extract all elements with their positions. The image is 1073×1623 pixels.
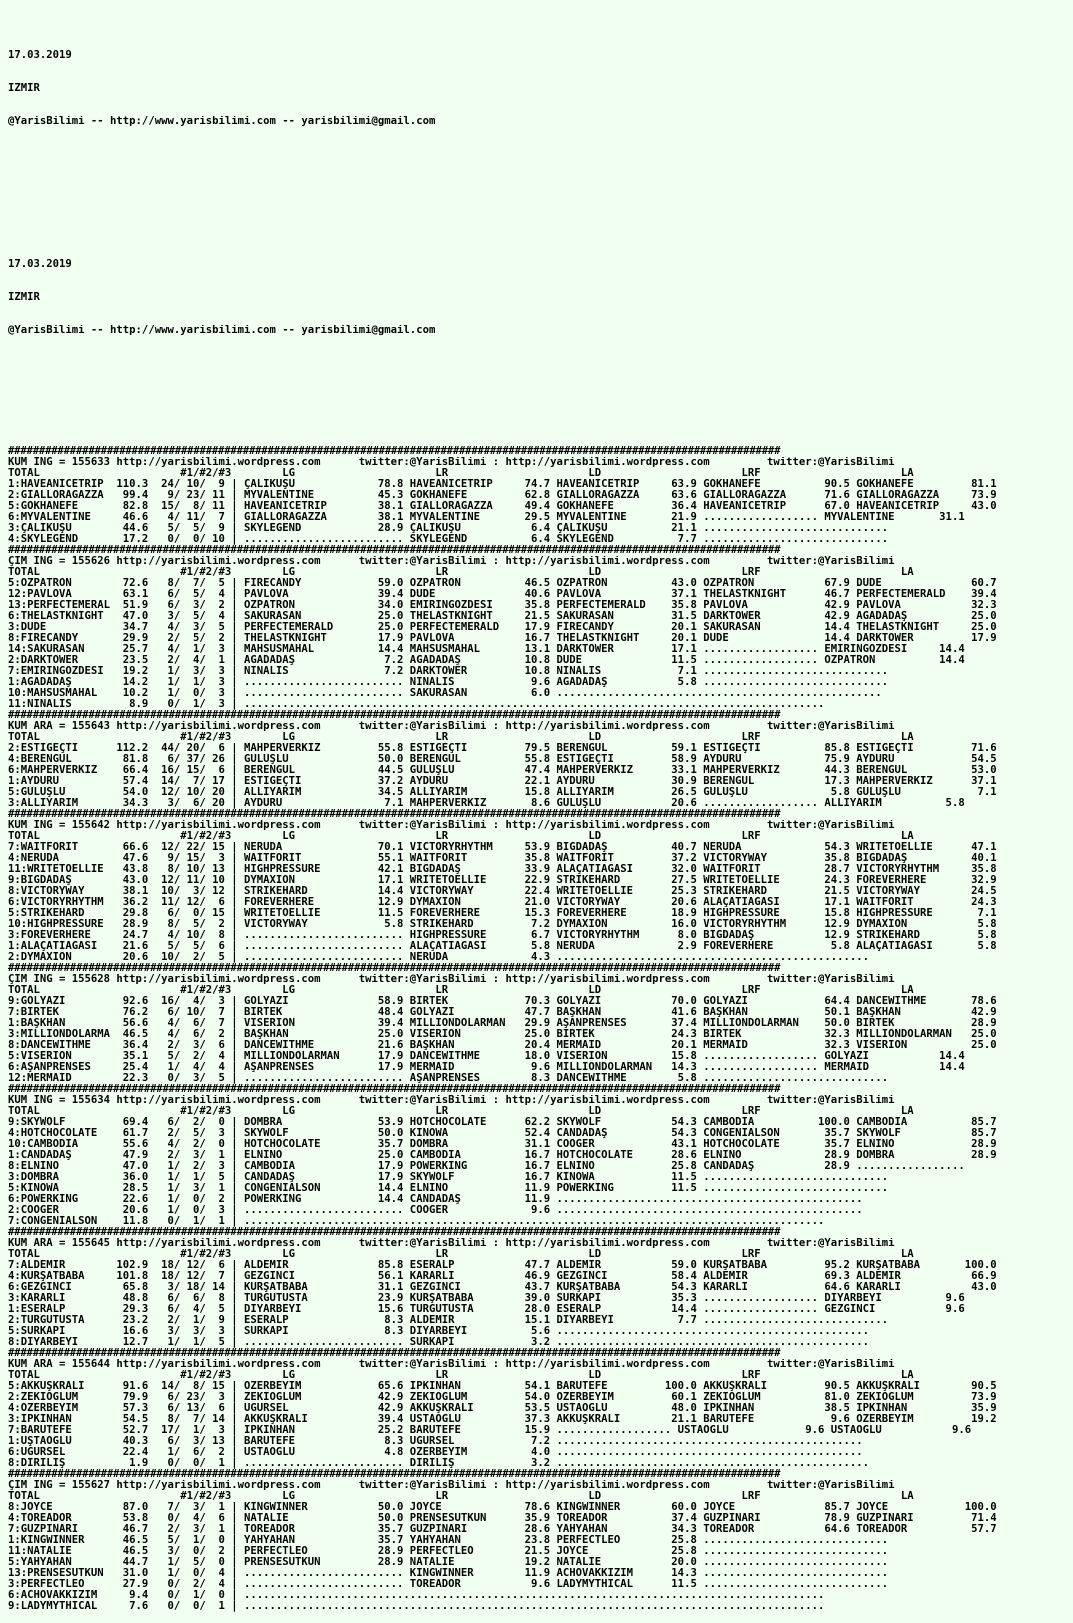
result-row: 13:PERFECTEMERAL 51.9 6/ 3/ 2 | ÖZPATRON 34.0 EMİRİNGÖZDESİ 35.8 PERFECTEMERALD 35.8 PAVLOVA 42.9 PAVLOVA 32.3 (8, 600, 997, 611)
header-city: IZMIR (8, 83, 40, 94)
race-section (8, 963, 1073, 1084)
separator-line: ############################################################################################################################# (8, 1348, 781, 1359)
result-row: 1:BAŞKHAN 56.6 4/ 6/ 7 | VISERION 39.4 MILLIONDOLARMAN 29.9 AŞANPRENSES 37.4 MILLIONDOLARMAN 50.0 BİRTEK 28.9 (8, 1018, 997, 1029)
result-row: 9:BIGDADAŞ 43.0 12/ 11/ 10 | DYMAXION 17.1 WRITETOELLIE 22.9 STRIKEHARD 27.5 WRITETOELLIE 24.3 FOREVERHERE 32.9 (8, 875, 997, 886)
header-contact: @YarisBilimi -- http://www.yarisbilimi.com -- yarisbilimi@gmail.com (8, 325, 436, 336)
result-row: 5:KINOWA 28.5 1/ 3/ 1 | CONGENIALSON 14.4 ELNINO 11.9 POWERKING 11.5 ............................. (8, 1183, 889, 1194)
result-row: 10:MAHSUSMAHAL 10.2 1/ 0/ 3 | ......................... SAKURASAN 6.0 ................................................... (8, 688, 882, 699)
result-row: 6:UGURSEL 22.4 1/ 6/ 2 | USTAOĞLU 4.8 ÖZERBEYİM 4.0 ................................................ (8, 1447, 863, 1458)
result-row: 3:ÇALIKUŞU 44.6 5/ 5/ 9 | SKYLEGEND 28.9 ÇALIKUŞU 6.4 ÇALIKUŞU 21.1 ............................. (8, 523, 889, 534)
result-row: 4:KURŞATBABA 101.8 18/ 12/ 7 | GEZGİNCİ 56.1 KARARLI 46.9 GEZGİNCİ 58.4 ALDEMİR 69.3 ALDEMİR 66.9 (8, 1271, 997, 1282)
column-headers: TOTAL #1/#2/#3 LG LR LD LRF LA (8, 1491, 914, 1502)
result-row: 11:NINALIS 8.9 0/ 1/ 3 | ........................................................................................... (8, 699, 825, 710)
header-contact: @YarisBilimi -- http://www.yarisbilimi.com -- yarisbilimi@gmail.com (8, 116, 436, 127)
column-headers: TOTAL #1/#2/#3 LG LR LD LRF LA (8, 732, 914, 743)
result-row: 7:EMİRİNGÖZDESİ 19.2 1/ 3/ 3 | NINALIS 7.2 DARKTOWER 10.8 NINALIS 7.1 ............................. (8, 666, 889, 677)
result-row: 9:LADYMYTHICAL 7.6 0/ 0/ 1 | ........................................................................................... (8, 1601, 825, 1612)
result-row: 3:MILLIONDOLARMA 46.5 4/ 6/ 2 | BAŞKHAN 25.0 VISERION 25.0 BİRTEK 24.3 BİRTEK 32.3 MILLIONDOLARMAN 25.0 (8, 1029, 997, 1040)
result-row: 2:DYMAXION 20.6 10/ 2/ 5 | ......................... NERUDA 4.3 ................................................. (8, 952, 870, 963)
header-date: 17.03.2019 (8, 259, 72, 270)
race-section (8, 446, 1073, 545)
result-row: 9:GÖLYAZI 92.6 16/ 4/ 3 | GÖLYAZI 58.9 BİRTEK 70.3 GÖLYAZI 70.0 GÖLYAZI 64.4 DANCEWITHME 78.6 (8, 996, 997, 1007)
result-row: 9:SKYWOLF 69.4 6/ 2/ 0 | DOMBRA 53.9 HOTCHOCOLATE 62.2 SKYWOLF 54.3 CAMBODIA 100.0 CAMBODIA 85.7 (8, 1117, 997, 1128)
result-row: 5:YAHYAHAN 44.7 1/ 5/ 0 | PRENSESUTKUN 28.9 NATALIE 19.2 NATALIE 20.0 ............................. (8, 1557, 889, 1568)
result-row: 13:PRENSESUTKUN 31.0 1/ 0/ 4 | ......................... KINGWINNER 11.9 ACHOVAKKIZIM 14.3 ............................. (8, 1568, 889, 1579)
race-section (8, 1227, 1073, 1348)
column-headers: TOTAL #1/#2/#3 LG LR LD LRF LA (8, 1249, 914, 1260)
result-row: 6:ACHOVAKKIZIM 9.4 0/ 1/ 0 | ........................................................................................... (8, 1590, 825, 1601)
result-row: 1:CANDADAŞ 47.9 2/ 3/ 1 | ELNINO 25.0 CAMBODIA 16.7 HOTCHOCOLATE 28.6 ELNINO 28.9 DOMBRA 28.9 (8, 1150, 997, 1161)
separator-line: ############################################################################################################################# (8, 809, 781, 820)
separator-line: ############################################################################################################################# (8, 1084, 781, 1095)
header-city: IZMIR (8, 292, 40, 303)
race-section (8, 710, 1073, 809)
result-row: 5:GÖKHANEFE 82.8 15/ 8/ 11 | HAVEANICETRIP 38.1 GIALLORAGAZZA 49.4 GÖKHANEFE 36.4 HAVEANICETRIP 67.0 HAVEANICETRIP 43.0 (8, 501, 997, 512)
result-row: 8:FIRECANDY 29.9 2/ 5/ 2 | THELASTKNIGHT 17.9 PAVLOVA 16.7 THELASTKNIGHT 20.1 DUDE 14.4 DARKTOWER 17.9 (8, 633, 997, 644)
result-row: 3:FOREVERHERE 24.7 4/ 10/ 8 | ......................... HIGHPRESSURE 6.7 VICTORYRHYTHM 8.0 BIGDADAŞ 12.9 STRIKEHARD 5.8 (8, 930, 997, 941)
separator-line: ############################################################################################################################# (8, 545, 781, 556)
result-row: 6:MYVALENTINE 46.6 4/ 11/ 7 | GIALLORAGAZZA 38.1 MYVALENTINE 29.5 MYVALENTINE 21.9 .................. MYVALENTINE 31.1 (8, 512, 965, 523)
result-row: 4:TOREADOR 53.8 0/ 4/ 6 | NATALIE 50.0 PRENSESUTKUN 35.9 TOREADOR 37.4 GÜZPINARI 78.9 GÜZPINARI 71.4 (8, 1513, 997, 1524)
column-headers: TOTAL #1/#2/#3 LG LR LD LRF LA (8, 567, 914, 578)
result-row: 5:ÖZPATRON 72.6 8/ 7/ 5 | FIRECANDY 59.0 ÖZPATRON 46.5 ÖZPATRON 43.0 ÖZPATRON 67.9 DUDE 60.7 (8, 578, 997, 589)
result-row: 3:DUDE 34.7 4/ 3/ 5 | PERFECTEMERALD 25.0 PERFECTEMERALD 17.9 FIRECANDY 20.1 SAKURASAN 14.4 THELASTKNIGHT 25.0 (8, 622, 997, 633)
result-row: 8:JOYCE 87.0 7/ 3/ 1 | KINGWINNER 50.0 JOYCE 78.6 KINGWINNER 60.0 JOYCE 85.7 JOYCE 100.0 (8, 1502, 997, 1513)
result-row: 5:GULUŞLU 54.0 12/ 10/ 20 | ALLIYARİM 34.5 ALLIYARİM 15.8 ALLIYARİM 26.5 GULUŞLU 5.8 GULUŞLU 7.1 (8, 787, 997, 798)
race-title: KUM ARA = 155645 http://yarisbilimi.wordpress.com twitter:@YarisBilimi : http://yarisbilimi.wordpress.com twitter:@YarisBilimi (8, 1238, 895, 1249)
result-row: 4:NERUDA 47.6 9/ 15/ 3 | WAITFORIT 55.1 WAITFORIT 35.8 WAITFORIT 37.2 VICTORYWAY 35.8 BIGDADAŞ 40.1 (8, 853, 997, 864)
race-title: ÇİM ING = 155626 http://yarisbilimi.wordpress.com twitter:@YarisBilimi : http://yarisbilimi.wordpress.com twitter:@YarisBilimi (8, 556, 895, 567)
result-row: 6:AŞANPRENSES 25.4 1/ 4/ 4 | AŞANPRENSES 17.9 MERMAID 9.6 MILLIONDOLARMAN 14.3 .................. MERMAID 14.4 (8, 1062, 965, 1073)
race-title: KUM ING = 155634 http://yarisbilimi.wordpress.com twitter:@YarisBilimi : http://yarisbilimi.wordpress.com twitter:@YarisBilimi (8, 1095, 895, 1106)
result-row: 1:ESERALP 29.3 6/ 4/ 5 | DİYARBEYİ 15.6 TURGUTUSTA 28.0 ESERALP 14.4 .................. GEZGİNCİ 9.6 (8, 1304, 965, 1315)
result-row: 3:ALLIYARİM 34.3 3/ 6/ 20 | AYDURU 7.1 MAHPERVERKIZ 8.6 GULUŞLU 20.6 .................. ALLIYARİM 5.8 (8, 798, 965, 809)
result-row: 4:ÖZERBEYİM 57.3 6/ 13/ 6 | UGURSEL 42.9 AKKUŞKRALI 53.5 USTAOĞLU 48.0 İPKİNHAN 38.5 İPKİNHAN 35.9 (8, 1403, 997, 1414)
result-row: 6:POWERKING 22.6 1/ 0/ 2 | POWERKING 14.4 CANDADAŞ 11.9 ................................................ (8, 1194, 863, 1205)
result-row: 2:COOGER 20.6 1/ 0/ 3 | ......................... COOGER 9.6 ................................................ (8, 1205, 863, 1216)
result-row: 7:GÜZPINARI 46.7 2/ 3/ 1 | TOREADOR 35.7 GÜZPINARI 28.6 YAHYAHAN 34.3 TOREADOR 64.6 TOREADOR 57.7 (8, 1524, 997, 1535)
result-row: 11:NATALIE 46.5 3/ 0/ 2 | PERFECTLEO 28.9 PERFECTLEO 21.5 JOYCE 25.8 ............................. (8, 1546, 889, 1557)
result-row: 4:SKYLEGEND 17.2 0/ 0/ 10 | ......................... SKYLEGEND 6.4 SKYLEGEND 7.7 ............................. (8, 534, 889, 545)
result-row: 1:KINGWINNER 46.5 5/ 1/ 0 | YAHYAHAN 35.7 YAHYAHAN 23.8 PERFECTLEO 25.8 ............................. (8, 1535, 889, 1546)
race-section (8, 1084, 1073, 1227)
column-headers: TOTAL #1/#2/#3 LG LR LD LRF LA (8, 1370, 914, 1381)
result-row: 6:MAHPERVERKIZ 66.4 16/ 15/ 6 | BERENGÜL 44.5 GULUŞLU 47.4 MAHPERVERKIZ 33.1 MAHPERVERKIZ 44.3 BERENGÜL 53.0 (8, 765, 997, 776)
result-row: 3:İPKİNHAN 54.5 8/ 7/ 14 | AKKUŞKRALI 39.4 USTAOĞLU 37.3 AKKUŞKRALI 21.1 BARUTEFE 9.6 ÖZERBEYİM 19.2 (8, 1414, 997, 1425)
result-row: 8:DANCEWITHME 36.4 2/ 3/ 6 | DANCEWITHME 21.6 BAŞKHAN 20.4 MERMAID 20.1 MERMAID 32.3 VISERION 25.0 (8, 1040, 997, 1051)
result-row: 10:CAMBODIA 55.6 4/ 2/ 0 | HOTCHOCOLATE 35.7 DOMBRA 31.1 COOGER 43.1 HOTCHOCOLATE 35.7 ELNINO 28.9 (8, 1139, 997, 1150)
separator-line: ############################################################################################################################# (8, 1469, 781, 1480)
race-section (8, 545, 1073, 710)
result-row: 8:ELNINO 47.0 1/ 2/ 3 | CAMBODIA 17.9 POWERKING 16.7 ELNINO 25.8 CANDADAŞ 28.9 ................. (8, 1161, 965, 1172)
result-row: 7:CONGENIALSON 11.8 0/ 1/ 1 | ........................................................................................... (8, 1216, 825, 1227)
result-row: 3:KARARLI 48.8 6/ 6/ 8 | TURGUTUSTA 23.9 KURŞATBABA 39.0 SURKAPI 35.3 .................. DİYARBEYİ 9.6 (8, 1293, 965, 1304)
result-row: 6:GEZGİNCİ 65.8 3/ 18/ 14 | KURŞATBABA 31.1 GEZGİNCİ 43.7 KURŞATBABA 54.3 KARARLI 64.6 KARARLI 43.0 (8, 1282, 997, 1293)
header-block-2 (8, 237, 1073, 358)
separator-line: ############################################################################################################################# (8, 1227, 781, 1238)
result-row: 2:ESTİGEÇTİ 112.2 44/ 20/ 6 | MAHPERVERKIZ 55.8 ESTİGEÇTİ 79.5 BERENGÜL 59.1 ESTİGEÇTİ 85.8 ESTİGEÇTİ 71.6 (8, 743, 997, 754)
header-date: 17.03.2019 (8, 50, 72, 61)
result-row: 5:SURKAPI 16.6 3/ 3/ 3 | SURKAPI 8.3 DİYARBEYİ 5.6 ................................................. (8, 1326, 870, 1337)
race-title: ÇİM ING = 155628 http://yarisbilimi.wordpress.com twitter:@YarisBilimi : http://yarisbilimi.wordpress.com twitter:@YarisBilimi (8, 974, 895, 985)
result-row: 8:VICTORYWAY 38.1 10/ 3/ 12 | STRIKEHARD 14.4 VICTORYWAY 22.4 WRITETOELLIE 25.3 STRIKEHARD 21.5 VICTORYWAY 24.5 (8, 886, 997, 897)
race-section (8, 809, 1073, 963)
result-row: 2:DARKTOWER 23.5 2/ 4/ 1 | AGADADAŞ 7.2 AGADADAŞ 10.8 DUDE 11.5 .................. ÖZPATRON 14.4 (8, 655, 965, 666)
result-row: 7:ALDEMİR 102.9 18/ 12/ 6 | ALDEMİR 85.8 ESERALP 47.7 ALDEMİR 59.0 KURŞATBABA 95.2 KURŞATBABA 100.0 (8, 1260, 997, 1271)
result-row: 12:MERMAID 22.3 0/ 3/ 5 | ......................... AŞANPRENSES 8.3 DANCEWITHME 5.8 ............................. (8, 1073, 889, 1084)
result-row: 2:GIALLORAGAZZA 99.4 9/ 23/ 11 | MYVALENTINE 45.3 GÖKHANEFE 62.8 GIALLORAGAZZA 63.6 GIALLORAGAZZA 71.6 GIALLORAGAZZA 73.9 (8, 490, 997, 501)
result-row: 1:HAVEANICETRIP 110.3 24/ 10/ 9 | ÇALIKUŞU 78.8 HAVEANICETRIP 74.7 HAVEANICETRIP 63.9 GÖKHANEFE 90.5 GÖKHANEFE 81.1 (8, 479, 997, 490)
result-row: 3:DOMBRA 36.0 1/ 1/ 5 | CANDADAŞ 17.9 SKYWOLF 16.7 KINOWA 11.5 ............................. (8, 1172, 889, 1183)
result-row: 1:UŞTAOĞLU 40.3 6/ 3/ 13 | BARUTEFE 8.3 UGURSEL 7.2 ................................................ (8, 1436, 863, 1447)
race-title: KUM ING = 155633 http://yarisbilimi.wordpress.com twitter:@YarisBilimi : http://yarisbilimi.wordpress.com twitter:@YarisBilimi (8, 457, 895, 468)
result-row: 1:ALAÇATIAGASI 21.6 5/ 5/ 6 | ......................... ALAÇATIAGASI 5.8 NERUDA 2.9 FOREVERHERE 5.8 ALAÇATIAGASI 5.8 (8, 941, 997, 952)
column-headers: TOTAL #1/#2/#3 LG LR LD LRF LA (8, 985, 914, 996)
race-title: ÇİM ING = 155627 http://yarisbilimi.wordpress.com twitter:@YarisBilimi : http://yarisbilimi.wordpress.com twitter:@YarisBilimi (8, 1480, 895, 1491)
result-row: 8:DİYARBEYİ 12.7 1/ 1/ 5 | ......................... SURKAPI 3.2 ................................................. (8, 1337, 870, 1348)
race-title: KUM ING = 155642 http://yarisbilimi.wordpress.com twitter:@YarisBilimi : http://yarisbilimi.wordpress.com twitter:@YarisBilimi (8, 820, 895, 831)
result-row: 5:VISERION 35.1 5/ 2/ 4 | MILLIONDOLARMAN 17.9 DANCEWITHME 18.0 VISERION 15.8 .................. GÖLYAZI 14.4 (8, 1051, 965, 1062)
race-section (8, 1348, 1073, 1469)
result-row: 1:AYDURU 57.4 14/ 7/ 17 | ESTİGEÇTİ 37.2 AYDURU 22.1 AYDURU 30.9 BERENGÜL 17.3 MAHPERVERKIZ 37.1 (8, 776, 997, 787)
race-section (8, 1469, 1073, 1612)
separator-line: ############################################################################################################################# (8, 446, 781, 457)
result-row: 10:HIGHPRESSURE 28.9 8/ 5/ 2 | VICTORYWAY 5.8 STRIKEHARD 7.2 DYMAXION 16.0 VICTORYRHYTHM 12.9 DYMAXION 5.8 (8, 919, 997, 930)
result-row: 5:STRIKEHARD 29.8 6/ 0/ 15 | WRITETOELLIE 11.5 FOREVERHERE 15.3 FOREVERHERE 18.9 HIGHPRESSURE 15.8 HIGHPRESSURE 7.1 (8, 908, 997, 919)
result-row: 11:WRITETOELLIE 43.8 8/ 10/ 13 | HIGHPRESSURE 42.1 BIGDADAŞ 33.9 ALAÇATIAGASI 32.0 WAITFORIT 28.7 VICTORYRHYTHM 35.8 (8, 864, 997, 875)
race-title: KUM ARA = 155644 http://yarisbilimi.wordpress.com twitter:@YarisBilimi : http://yarisbilimi.wordpress.com twitter:@YarisBilimi (8, 1359, 895, 1370)
separator-line: ############################################################################################################################# (8, 963, 781, 974)
result-row: 4:BERENGÜL 81.8 6/ 37/ 26 | GULUŞLU 50.0 BERENGÜL 55.8 ESTİGEÇTİ 58.9 AYDURU 75.9 AYDURU 54.5 (8, 754, 997, 765)
result-row: 2:TURGUTUSTA 23.2 2/ 1/ 9 | ESERALP 8.3 ALDEMİR 15.1 DİYARBEYİ 7.7 ............................. (8, 1315, 889, 1326)
result-row: 6:THELASTKNIGHT 47.0 3/ 5/ 4 | SAKURASAN 25.0 THELASTKNIGHT 21.5 SAKURASAN 31.5 DARKTOWER 42.9 AGADADAŞ 25.0 (8, 611, 997, 622)
result-row: 7:WAITFORIT 66.6 12/ 22/ 15 | NERUDA 70.1 VICTORYRHYTHM 53.9 BIGDADAŞ 40.7 NERUDA 54.3 WRITETOELLIE 47.1 (8, 842, 997, 853)
result-row: 3:PERFECTLEO 27.9 0/ 2/ 4 | ......................... TOREADOR 9.6 LADYMYTHICAL 11.5 ............................. (8, 1579, 889, 1590)
column-headers: TOTAL #1/#2/#3 LG LR LD LRF LA (8, 1106, 914, 1117)
column-headers: TOTAL #1/#2/#3 LG LR LD LRF LA (8, 468, 914, 479)
race-sections (8, 446, 1073, 1612)
result-row: 14:SAKURASAN 25.7 4/ 1/ 3 | MAHSUSMAHAL 14.4 MAHSUSMAHAL 13.1 DARKTOWER 17.1 .................. EMİRİNGÖZDESİ 14.4 (8, 644, 965, 655)
header-block-1 (8, 28, 1073, 149)
result-row: 5:AKKUŞKRALI 91.6 14/ 8/ 15 | ÖZERBEYİM 65.6 İPKİNHAN 54.1 BARUTEFE 100.0 AKKUŞKRALI 90.5 AKKUŞKRALI 90.5 (8, 1381, 997, 1392)
result-row: 8:DİRİLİŞ 1.9 0/ 0/ 1 | ......................... DİRİLİŞ 3.2 ................................................. (8, 1458, 870, 1469)
result-row: 7:BİRTEK 76.2 6/ 10/ 7 | BİRTEK 48.4 GÖLYAZI 47.7 BAŞKHAN 41.6 BAŞKHAN 50.1 BAŞKHAN 42.9 (8, 1007, 997, 1018)
result-row: 1:AGADADAŞ 14.2 1/ 1/ 3 | ......................... NINALIS 9.6 AGADADAŞ 5.8 ............................. (8, 677, 889, 688)
result-row: 7:BARUTEFE 52.7 17/ 1/ 3 | İPKİNHAN 25.2 BARUTEFE 15.9 .................. USTAOĞLU 9.6 USTAOĞLU 9.6 (8, 1425, 972, 1436)
result-row: 12:PAVLOVA 63.1 6/ 5/ 4 | PAVLOVA 39.4 DUDE 40.6 PAVLOVA 37.1 THELASTKNIGHT 46.7 PERFECTEMERALD 39.4 (8, 589, 997, 600)
column-headers: TOTAL #1/#2/#3 LG LR LD LRF LA (8, 831, 914, 842)
race-title: KUM ARA = 155643 http://yarisbilimi.wordpress.com twitter:@YarisBilimi : http://yarisbilimi.wordpress.com twitter:@YarisBilimi (8, 721, 895, 732)
separator-line: ############################################################################################################################# (8, 710, 781, 721)
result-row: 2:ZEKİOĞLUM 79.9 6/ 23/ 3 | ZEKİOĞLUM 42.9 ZEKİOĞLUM 54.0 ÖZERBEYİM 60.1 ZEKİOĞLUM 81.0 ZEKİOĞLUM 73.9 (8, 1392, 997, 1403)
result-row: 4:HOTCHOCOLATE 61.7 2/ 5/ 3 | SKYWOLF 50.0 KINOWA 52.4 CANDADAŞ 54.3 CONGENIALSON 35.7 SKYWOLF 85.7 (8, 1128, 997, 1139)
result-row: 6:VICTORYRHYTHM 36.2 11/ 12/ 6 | FOREVERHERE 12.9 DYMAXION 21.0 VICTORYWAY 20.6 ALAÇATIAGASI 17.1 WAITFORIT 24.3 (8, 897, 997, 908)
